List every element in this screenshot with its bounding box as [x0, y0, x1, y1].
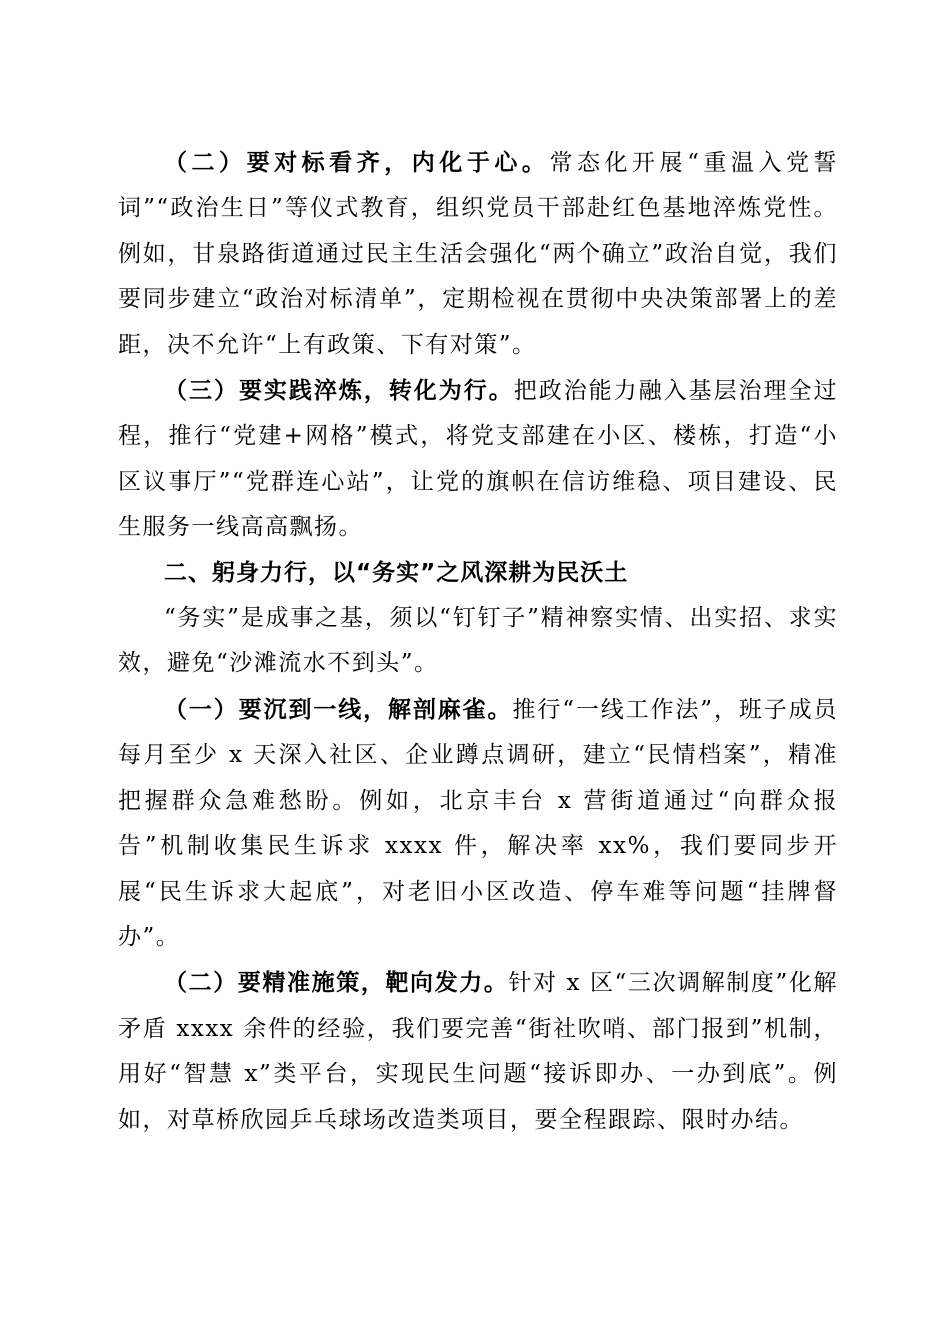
paragraph-lead: （二）要精准施策，靶向发力。: [164, 969, 509, 997]
paragraph-political-alignment: [118, 140, 838, 368]
paragraph-frontline: [118, 687, 838, 960]
section-heading: 二、躬身力行，以“务实”之风深耕为民沃土: [164, 559, 629, 586]
paragraph-body: 针对 x 区“三次调解制度”化解矛盾 xxxx 余件的经验，我们要完善“街社吹哨、部门报到”机制，用好“智慧 x”类平台，实现民生问题“接诉即办、一办到底”。例如，对草桥欣园乒乓球场改造类项目，要全程跟踪、限时办结。: [118, 970, 838, 1133]
section-intro: “务实”是成事之基，须以“钉钉子”精神察实情、出实招、求实效，避免“沙滩流水不到头”。: [118, 605, 838, 677]
paragraph-body: 推行“一线工作法”，班子成员每月至少 x 天深入社区、企业蹲点调研，建立“民情档案”，精准把握群众急难愁盼。例如，北京丰台 x 营街道通过“向群众报告”机制收集民生诉求 xxxx 件，解决率 xx%，我们要同步开展“民生诉求大起底”，对老旧小区改造、停车难等问题“挂牌督办”。: [118, 696, 838, 950]
paragraph-precise-policy: [118, 960, 838, 1143]
paragraph-practice: [118, 368, 838, 551]
paragraph-body: 常态化开展“重温入党誓词”“政治生日”等仪式教育，组织党员干部赴红色基地淬炼党性。例如，甘泉路街道通过民主生活会强化“两个确立”政治自觉，我们要同步建立“政治对标清单”，定期检视在贯彻中央决策部署上的差距，决不允许“上有政策、下有对策”。: [118, 150, 839, 358]
paragraph-lead: （一）要沉到一线，解剖麻雀。: [164, 695, 513, 723]
paragraph-body: 把政治能力融入基层治理全过程，推行“党建+网格”模式，将党支部建在小区、楼栋，打造“小区议事厅”“党群连心站”，让党的旗帜在信访维稳、项目建设、民生服务一线高高飘扬。: [118, 378, 839, 541]
paragraph-lead: （二）要对标看齐，内化于心。: [164, 149, 550, 176]
paragraph-lead: （三）要实践淬炼，转化为行。: [164, 377, 514, 405]
document-page: [118, 140, 838, 1143]
